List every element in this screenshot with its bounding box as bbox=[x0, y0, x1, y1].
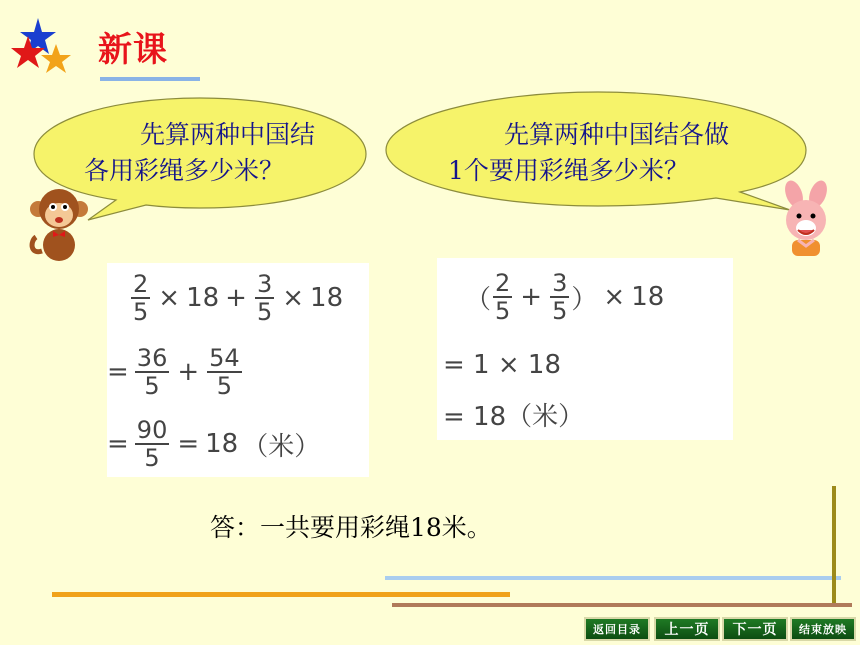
answer-text: 答：一共要用彩绳18米。 bbox=[210, 513, 492, 542]
calc-left-row1: $\frac{2}{5}$ × 18 + $\frac{3}{5}$ × 18 bbox=[133, 270, 344, 326]
page-title: 新课 bbox=[98, 30, 168, 70]
fraction: $\frac{2}{5}$ bbox=[133, 270, 149, 326]
fraction: $\frac{90}{5}$ bbox=[136, 416, 168, 472]
calc-panel-left bbox=[107, 263, 369, 477]
decor-line-olive bbox=[832, 486, 836, 606]
rabbit-icon bbox=[772, 180, 840, 260]
next-page-button[interactable]: 下一页 bbox=[722, 617, 788, 641]
title-underline bbox=[100, 77, 200, 81]
stars-icon bbox=[8, 10, 86, 80]
bubble-right-line1: 先算两种中国结各做 bbox=[504, 120, 730, 149]
monkey-icon bbox=[24, 185, 94, 263]
fraction: $\frac{3}{5}$ bbox=[552, 269, 568, 325]
decor-line-blue bbox=[385, 576, 841, 580]
decor-line-orange bbox=[52, 592, 510, 597]
previous-page-button[interactable]: 上一页 bbox=[654, 617, 720, 641]
back-to-contents-button[interactable]: 返回目录 bbox=[584, 617, 650, 641]
calc-left-row2: = $\frac{36}{5}$ + $\frac{54}{5}$ bbox=[107, 344, 240, 400]
calc-right-row1: （ $\frac{2}{5}$ + $\frac{3}{5}$ ） × 18 bbox=[465, 269, 665, 325]
bubble-right-text bbox=[448, 117, 808, 189]
fraction: $\frac{36}{5}$ bbox=[136, 344, 168, 400]
calc-left-row3: = $\frac{90}{5}$ = 18 （米） bbox=[107, 416, 321, 472]
calc-panel-right bbox=[437, 258, 733, 440]
calc-right-row2: = 1 × 18 bbox=[443, 350, 561, 380]
bubble-left-line1: 先算两种中国结 bbox=[140, 120, 316, 149]
bubble-left-line2: 各用彩绳多少米？ bbox=[84, 156, 285, 185]
bubble-left-text bbox=[84, 117, 354, 189]
decor-line-brown bbox=[392, 603, 852, 607]
bubble-right-line2: 1个要用彩绳多少米？ bbox=[448, 156, 689, 185]
fraction: $\frac{3}{5}$ bbox=[256, 270, 273, 326]
fraction: $\frac{2}{5}$ bbox=[495, 269, 511, 325]
fraction: $\frac{54}{5}$ bbox=[209, 344, 240, 400]
calc-right-row3: = 18（米） bbox=[443, 402, 585, 432]
end-show-button[interactable]: 结束放映 bbox=[790, 617, 856, 641]
